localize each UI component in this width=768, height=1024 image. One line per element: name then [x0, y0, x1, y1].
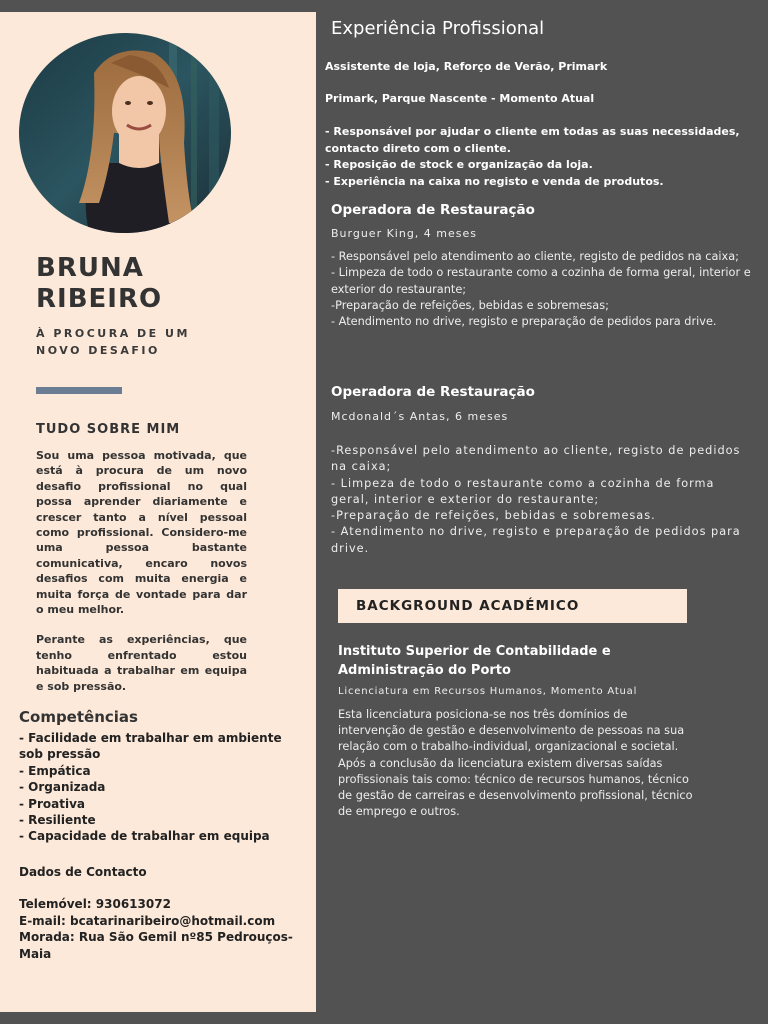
job2-line: -Preparação de refeições, bebidas e sobremesas;: [331, 298, 609, 312]
job3-line: -Preparação de refeições, bebidas e sobremesas.: [331, 509, 656, 523]
name-line2: RIBEIRO: [36, 284, 163, 314]
job2-line: - Atendimento no drive, registo e preparação de pedidos para drive.: [331, 315, 717, 329]
job3-line: - Atendimento no drive, registo e preparação de pedidos para drive.: [331, 525, 741, 555]
education-badge: [338, 589, 687, 623]
skills-list: [19, 730, 309, 845]
contact-address: Morada: Rua São Gemil nº85 Pedrouços-Maia: [19, 930, 293, 961]
tagline: [36, 325, 236, 359]
job3-line: -Responsável pelo atendimento ao cliente, registo de pedidos na caixa;: [331, 444, 741, 474]
job1-line: - Responsável por ajudar o cliente em todas as suas necessidades, contacto direto com o cliente.: [325, 125, 740, 155]
job2-line: - Responsável pelo atendimento ao cliente, registo de pedidos na caixa;: [331, 250, 739, 263]
skill-item: - Resiliente: [19, 813, 96, 828]
about-paragraph-2: Perante as experiências, que tenho enfrentado estou habituada a trabalhar em equipa e sob pressão.: [36, 633, 247, 693]
job1-description: [325, 124, 765, 190]
bottom-strip: [0, 1012, 768, 1024]
job1-line: - Reposição de stock e organização da loja.: [325, 158, 593, 171]
right-column: [316, 0, 768, 1024]
skills-title: Competências: [19, 708, 138, 726]
job2-line: - Limpeza de todo o restaurante como a cozinha de forma geral, interior e exterior do restaurante;: [331, 266, 751, 296]
tagline-line1: À PROCURA DE UM: [36, 327, 190, 340]
job3-place: Mcdonald´s Antas, 6 meses: [331, 410, 509, 423]
contact-section: [19, 864, 304, 962]
person-name: [36, 253, 162, 315]
job3-line: - Limpeza de todo o restaurante como a cozinha de forma geral, interior e exterior do restaurante;: [331, 476, 715, 506]
profile-photo: [19, 33, 231, 233]
left-column: [0, 12, 316, 1012]
skill-item: - Proativa: [19, 796, 85, 811]
skill-item: - Organizada: [19, 780, 106, 795]
education-badge-label: BACKGROUND ACADÉMICO: [356, 598, 580, 614]
job3-description: [331, 443, 751, 557]
job2-description: [331, 249, 751, 330]
skill-item: - Facilidade em trabalhar em ambiente sob pressão: [19, 731, 282, 762]
contact-phone: Telemóvel: 930613072: [19, 897, 171, 912]
job3-title: Operadora de Restauração: [331, 384, 535, 400]
degree: Licenciatura em Recursos Humanos, Momento Atual: [338, 686, 638, 697]
about-paragraph-1: Sou uma pessoa motivada, que está à procura de um novo desafio profissional no qual possa aprender diariamente e crescer tanto a nível pessoal como profissional. Considero-me uma pessoa bastante comunicativa, encaro novos desafios com muita energia e muita força de vontade para dar o meu melhor.: [36, 449, 247, 617]
skill-item: - Empática: [19, 763, 91, 778]
contact-title: Dados de Contacto: [19, 865, 147, 879]
about-title: TUDO SOBRE MIM: [36, 422, 181, 437]
experience-title: Experiência Profissional: [331, 18, 545, 39]
education-description: Esta licenciatura posiciona-se nos três domínios de intervenção de gestão e desenvolvimento de pessoas na sua relação com o trabalho-individual, organizacional e societal. Após a conclusão da licenciatura existem diversas saídas profissionais tais como: técnico de recursos humanos, técnico de gestão de carreiras e desenvolvimento profissional, técnico de emprego e outros.: [338, 708, 693, 819]
job1-title: Assistente de loja, Reforço de Verão, Primark: [325, 60, 608, 73]
accent-divider: [36, 387, 122, 394]
job2-place: Burguer King, 4 meses: [331, 227, 478, 240]
skill-item: - Capacidade de trabalhar em equipa: [19, 829, 270, 844]
job2-title: Operadora de Restauração: [331, 202, 535, 218]
about-text: [36, 448, 247, 709]
institution-name: Instituto Superior de Contabilidade e Administração do Porto: [338, 644, 611, 678]
job1-place: Primark, Parque Nascente - Momento Atual: [325, 92, 595, 105]
job1-line: - Experiência na caixa no registo e venda de produtos.: [325, 174, 664, 188]
name-line1: BRUNA: [36, 253, 144, 283]
tagline-line2: NOVO DESAFIO: [36, 344, 160, 357]
contact-email: E-mail: bcatarinaribeiro@hotmail.com: [19, 913, 276, 928]
